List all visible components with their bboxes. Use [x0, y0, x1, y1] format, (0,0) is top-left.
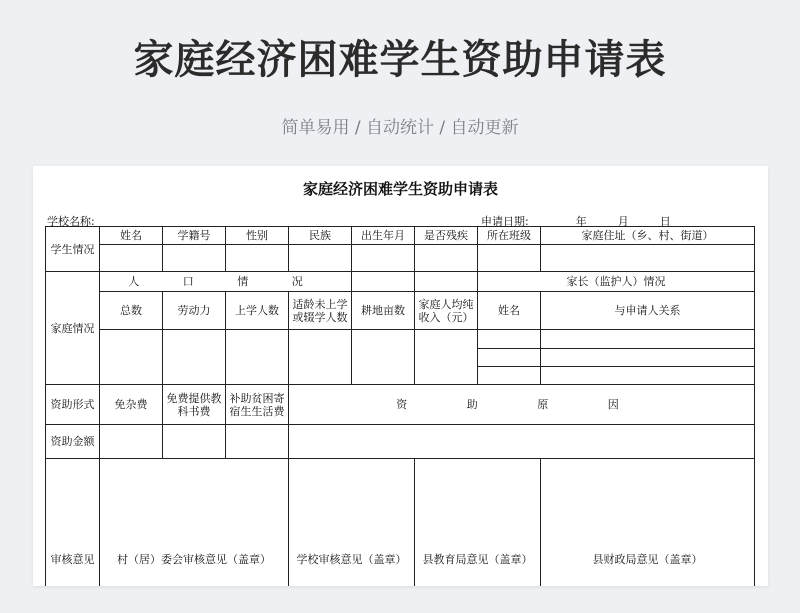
aid-option-textbook: 免费提供教科书费 [163, 385, 226, 425]
amount-row [46, 425, 755, 459]
col-income: 家庭人均纯收入（元） [415, 292, 478, 330]
guardian-header: 家长（监护人）情况 [478, 272, 755, 292]
date-label: 申请日期: [481, 215, 529, 228]
input-cell[interactable] [478, 245, 541, 272]
col-farmland: 耕地亩数 [352, 292, 415, 330]
input-cell[interactable] [100, 425, 163, 459]
input-cell[interactable] [226, 425, 289, 459]
input-cell[interactable] [289, 330, 352, 385]
page-subtitle: 简单易用 / 自动统计 / 自动更新 [281, 118, 519, 138]
col-gender: 性别 [226, 227, 289, 245]
village-approval[interactable]: 村（居）委会审核意见（盖章） [100, 459, 289, 587]
student-section-label: 学生情况 [46, 227, 100, 272]
student-input-row [46, 245, 755, 272]
approval-section-label: 审核意见 [46, 459, 100, 587]
input-cell[interactable] [226, 330, 289, 385]
col-labor: 劳动力 [163, 292, 226, 330]
education-bureau-approval[interactable]: 县教育局意见（盖章） [415, 459, 541, 587]
family-header-row [46, 292, 755, 330]
col-out-of-school: 适龄未上学或辍学人数 [289, 292, 352, 330]
population-header: 人 口 情 况 [100, 272, 352, 292]
family-group-row [46, 272, 755, 292]
input-cell[interactable] [415, 330, 478, 385]
aid-row [46, 385, 755, 425]
blank-cell [415, 272, 478, 292]
aid-reason-label: 资 助 原 因 [289, 385, 755, 425]
col-name: 姓名 [100, 227, 163, 245]
aid-option-fee-waiver: 免杂费 [100, 385, 163, 425]
input-cell[interactable] [100, 330, 163, 385]
finance-bureau-approval[interactable]: 县财政局意见（盖章） [541, 459, 755, 587]
form-sheet [33, 166, 768, 586]
date-year: 年 [575, 215, 587, 228]
col-relationship: 与申请人关系 [541, 292, 755, 330]
school-approval[interactable]: 学校审核意见（盖章） [289, 459, 415, 587]
input-cell[interactable] [478, 367, 541, 385]
date-month: 月 [617, 215, 629, 228]
col-ethnicity: 民族 [289, 227, 352, 245]
input-cell[interactable] [541, 245, 755, 272]
input-cell[interactable] [478, 330, 541, 349]
aid-section-label: 资助形式 [46, 385, 100, 425]
col-birth: 出生年月 [352, 227, 415, 245]
col-in-school: 上学人数 [226, 292, 289, 330]
input-cell[interactable] [100, 245, 163, 272]
input-cell[interactable] [226, 245, 289, 272]
input-cell[interactable] [163, 330, 226, 385]
reason-input[interactable] [289, 425, 755, 459]
input-cell[interactable] [163, 245, 226, 272]
input-cell[interactable] [163, 425, 226, 459]
form-title: 家庭经济困难学生资助申请表 [302, 180, 498, 198]
approval-row [46, 459, 755, 587]
family-section-label: 家庭情况 [46, 272, 100, 385]
input-cell[interactable] [352, 245, 415, 272]
input-cell[interactable] [541, 330, 755, 349]
aid-option-boarding: 补助贫困寄宿生生活费 [226, 385, 289, 425]
input-cell[interactable] [541, 367, 755, 385]
application-form-table [45, 226, 755, 586]
amount-section-label: 资助金额 [46, 425, 100, 459]
input-cell[interactable] [352, 330, 415, 385]
family-input-row [46, 330, 755, 349]
page-title: 家庭经济困难学生资助申请表 [133, 37, 667, 83]
student-header-row [46, 227, 755, 245]
blank-cell [352, 272, 415, 292]
school-name-label: 学校名称: [47, 215, 95, 228]
col-student-id: 学籍号 [163, 227, 226, 245]
col-guardian-name: 姓名 [478, 292, 541, 330]
col-class: 所在班级 [478, 227, 541, 245]
col-total: 总数 [100, 292, 163, 330]
date-day: 日 [659, 215, 671, 228]
input-cell[interactable] [415, 245, 478, 272]
input-cell[interactable] [478, 349, 541, 367]
input-cell[interactable] [289, 245, 352, 272]
input-cell[interactable] [541, 349, 755, 367]
col-address: 家庭住址（乡、村、街道） [541, 227, 755, 245]
col-disability: 是否残疾 [415, 227, 478, 245]
